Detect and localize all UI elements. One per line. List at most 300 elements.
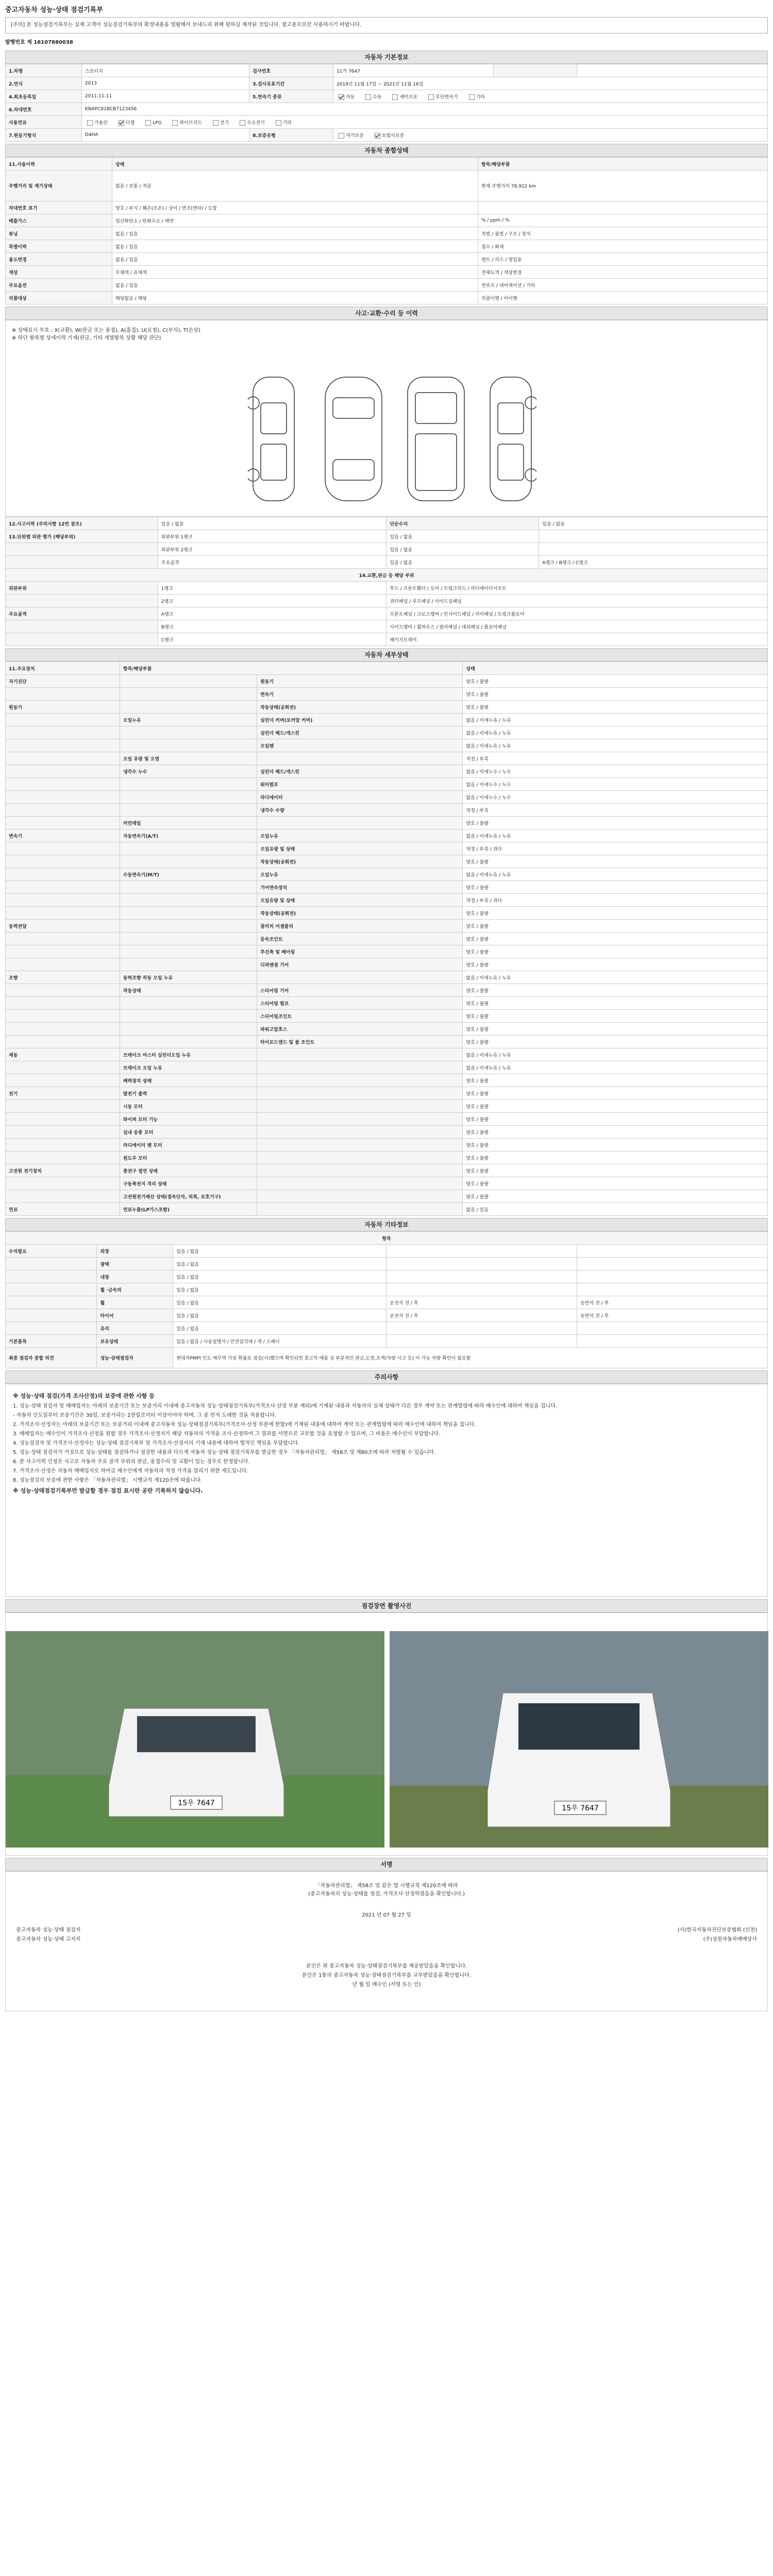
checkbox[interactable] [365, 94, 371, 100]
accident-label: 12.사고이력 (주의사항 12번 참조) [6, 517, 158, 530]
other-row [6, 1283, 768, 1296]
buyer-confirm [6, 1962, 767, 1990]
value-vin: KNAPC81BCB7123456 [81, 103, 767, 116]
value-first-reg: 2011-11-11 [81, 90, 249, 103]
car-rear-icon [390, 1631, 768, 1848]
other-right [577, 1322, 768, 1335]
checkbox[interactable] [240, 120, 245, 126]
checkbox[interactable] [119, 120, 124, 126]
detail-group [6, 778, 120, 791]
detail-row [6, 1023, 768, 1036]
detail-row [6, 817, 768, 829]
detail-item [257, 1190, 463, 1203]
detail-group [6, 868, 120, 881]
caution-item: 5. 성능·상태 점검자가 거짓으로 성능·상태를 점검하거나 점검한 내용과 다르게 자동차 성능·상태 점검기록부를 발급한 경우 「자동차관리법」 제58조 및 제80조에 따라 처벌될 수 있습니다. [13, 1450, 436, 1455]
other-group [6, 1309, 97, 1322]
value-plate: 11가 7647 [333, 64, 493, 77]
front-photo [6, 1631, 384, 1848]
detail-item [257, 1048, 463, 1061]
detail-sub: 수동변속기(M/T) [120, 868, 257, 881]
checkbox[interactable] [172, 120, 178, 126]
summary-label: 특별이력 [6, 240, 112, 253]
report-title: 중고자동차 성능·상태 점검기록부 [5, 6, 103, 14]
inspection-report [5, 4, 768, 2011]
other-group [6, 1283, 97, 1296]
detail-sub [120, 920, 257, 933]
summary-label: 용도변경 [6, 253, 112, 266]
detail-item: 워터펌프 [257, 778, 463, 791]
detail-state: 양호 / 불량 [463, 881, 768, 894]
other-group [6, 1258, 97, 1270]
caution-item: 4. 성능점검자 및 가격조사·산정자는 성능·상태 점검기록부 및 가격조사·산정서의 기재 내용에 대하여 법적인 책임을 부담합니다. [13, 1440, 300, 1446]
label-empty [493, 64, 577, 77]
detail-row [6, 958, 768, 971]
detail-row [6, 1126, 768, 1139]
detail-item: 작동상태(공회전) [257, 855, 463, 868]
caution-item: 6. 본 사고이력 인정은 사고로 자동차 주요 골격 부위의 판금, 용접수리 및 교환이 있는 경우로 한정합니다. [13, 1459, 250, 1465]
photo-area [5, 1613, 768, 1856]
detail-row [6, 1036, 768, 1048]
detail-state: 양호 / 불량 [463, 945, 768, 958]
detail-state: 양호 / 불량 [463, 1177, 768, 1190]
detail-state: 없음 / 미세누유 / 누유 [463, 726, 768, 739]
detail-row [6, 1177, 768, 1190]
car-outline-icon [248, 372, 536, 506]
detail-state: 없음 / 있음 [463, 1203, 768, 1216]
value-empty [577, 64, 768, 77]
detail-group [6, 1151, 120, 1164]
checkbox[interactable] [428, 94, 434, 100]
detail-header: 항목/해당부품 [120, 662, 463, 675]
detail-group: 연료 [6, 1203, 120, 1216]
accident-label [6, 543, 158, 556]
detail-item [257, 1100, 463, 1113]
accident-value: 외판부위 1랭크 [158, 530, 386, 543]
detail-item: 스티어링 기어 [257, 984, 463, 997]
other-state: 있음 / 없음 [173, 1309, 386, 1322]
inspector-label: 중고자동차 성능·상태 점검자 [16, 1927, 81, 1933]
legend-line: ※ 하단 항목별 상세이력 기재(판금, 기타 개별항목 상황 해당 판단) [12, 335, 161, 341]
basic-table [5, 64, 768, 142]
detail-sub: 충전구 절연 상태 [120, 1164, 257, 1177]
detail-state: 양호 / 불량 [463, 920, 768, 933]
detail-state: 없음 / 미세누유 / 누유 [463, 714, 768, 726]
checkbox[interactable] [469, 94, 475, 100]
caution-title: ※ 성능·상태 점검(가격 조사산정)의 보증에 관한 사항 등 [13, 1393, 155, 1399]
detail-group [6, 804, 120, 817]
detail-item: 실린더 헤드/개스킷 [257, 765, 463, 778]
other-left [386, 1335, 577, 1348]
detail-sub [120, 791, 257, 804]
detail-sub [120, 778, 257, 791]
other-row [6, 1258, 768, 1270]
sign-date: 2021 년 07 월 27 일 [362, 1912, 411, 1918]
detail-sub [120, 675, 257, 688]
sign-line: (중고자동차의 성능·상태를 점검, 가격조사·산정하였음을 확인합니다.) [308, 1891, 465, 1897]
other-item: 타이어 [97, 1309, 173, 1322]
other-state: 있음 / 없음 [173, 1270, 386, 1283]
other-left [386, 1245, 577, 1258]
other-item: 보유상태 [97, 1335, 173, 1348]
other-item: 외장 [97, 1245, 173, 1258]
detail-group: 동력전달 [6, 920, 120, 933]
summary-header: 항목/해당부품 [478, 158, 767, 171]
label-vin: 6.차대번호 [6, 103, 82, 116]
detail-state: 양호 / 불량 [463, 1074, 768, 1087]
detail-item [257, 1164, 463, 1177]
detail-item [257, 1139, 463, 1151]
detail-state: 없음 / 미세누유 / 누유 [463, 868, 768, 881]
plate-text: 15우 7647 [562, 1804, 599, 1812]
detail-state: 양호 / 불량 [463, 1087, 768, 1100]
summary-item: % / ppm / % [478, 214, 767, 227]
parts-rank: 2랭크 [158, 595, 386, 607]
detail-group [6, 1010, 120, 1023]
detail-row [6, 1010, 768, 1023]
detail-rows [6, 675, 768, 1216]
checkbox[interactable] [145, 120, 151, 126]
detail-group [6, 984, 120, 997]
summary-label: 차대번호 표기 [6, 201, 112, 214]
section-caution: 주의사항 [5, 1370, 768, 1384]
caution-item: - 자동차 인도일부터 보증기간은 30일, 보증거리는 2천킬로미터 이상이어야 하며, 그 중 먼저 도래한 것을 적용합니다. [13, 1413, 277, 1418]
detail-group: 고전원 전기장치 [6, 1164, 120, 1177]
detail-sub [120, 726, 257, 739]
detail-group [6, 1061, 120, 1074]
detail-group [6, 855, 120, 868]
caution-box [5, 1384, 768, 1597]
detail-row [6, 1074, 768, 1087]
detail-sub [120, 933, 257, 945]
detail-item: 타이로드엔드 및 볼 조인트 [257, 1036, 463, 1048]
checkbox[interactable] [213, 120, 219, 126]
other-group: 기본품목 [6, 1335, 97, 1348]
other-group [6, 1322, 97, 1335]
detail-row [6, 1100, 768, 1113]
detail-group [6, 752, 120, 765]
detail-state: 적정 / 부족 [463, 804, 768, 817]
detail-group: 자기진단 [6, 675, 120, 688]
detail-state: 적정 / 부족 / 과다 [463, 894, 768, 907]
detail-row [6, 1151, 768, 1164]
other-item: 휠 ·금속의 [97, 1283, 173, 1296]
detail-group [6, 1190, 120, 1203]
detail-row [6, 688, 768, 701]
detail-group: 조향 [6, 971, 120, 984]
notice-box: [주의] 본 성능점검기록부는 실제 고객이 성능점검기록부의 확정내용을 열람해서 보내드리 위해 원하실 제작된 것입니다. 참고용으로만 사용하시기 바랍니다. [5, 17, 768, 33]
detail-sub: 오일누유 [120, 714, 257, 726]
detail-item [257, 1087, 463, 1100]
detail-row [6, 1087, 768, 1100]
record-number: 발행번호 제 16107880038 [5, 40, 73, 45]
detail-sub: 브레이크 마스터 실린더오일 누유 [120, 1048, 257, 1061]
detail-group [6, 1023, 120, 1036]
detail-item: 냉각수 수량 [257, 804, 463, 817]
section-detail: 자동차 세부상태 [5, 648, 768, 662]
signature-box [5, 1871, 768, 2011]
other-table [5, 1231, 768, 1368]
detail-state: 양호 / 불량 [463, 1151, 768, 1164]
detail-state: 양호 / 불량 [463, 1036, 768, 1048]
detail-state: 양호 / 불량 [463, 958, 768, 971]
summary-item: 전체도색 / 색상변경 [478, 266, 767, 279]
other-row [6, 1296, 768, 1309]
accident-value: 있음 / 없음 [386, 556, 539, 569]
buyer-sign-line: 년 월 일 매수인 (서명 또는 인) [352, 1982, 421, 1988]
detail-item [257, 752, 463, 765]
detail-item: 원동기 [257, 675, 463, 688]
other-right [577, 1283, 768, 1296]
accident-value: 있음 / 없음 [158, 517, 386, 530]
detail-item [257, 1061, 463, 1074]
summary-item: 렌트 / 리스 / 영업용 [478, 253, 767, 266]
other-left [386, 1270, 577, 1283]
detail-group: 변속기 [6, 829, 120, 842]
summary-state: 많음 / 보통 / 적음 [112, 171, 478, 201]
accident-value [539, 543, 768, 556]
detail-sub: 고전원전기배선 상태(접속단자, 피복, 보호기구) [120, 1190, 257, 1203]
summary-state: 없음 / 있음 [112, 227, 478, 240]
detail-item [257, 1151, 463, 1164]
other-row [6, 1309, 768, 1322]
parts-rank: A랭크 [158, 607, 386, 620]
opinion-text: 현대차PMPI 인도 매무역 가상 확률로 점검(시)했으며 확인되면 중고차 매물 상 부분적인 판금,도장,조색(차량 사고 등) 이 가능 차량 확인이 필요함 [173, 1348, 768, 1368]
detail-sub [120, 945, 257, 958]
detail-item [257, 1113, 463, 1126]
section-basic: 자동차 기본정보 [5, 50, 768, 64]
summary-state: 무채색 / 유채색 [112, 266, 478, 279]
label-warranty: 8.보증유형 [249, 129, 333, 142]
other-left [386, 1258, 577, 1270]
detail-item: 오일누유 [257, 868, 463, 881]
other-item: 휠 [97, 1296, 173, 1309]
section-photos: 점검장면 촬영사진 [5, 1599, 768, 1613]
sign-line: 「자동차관리법」 제58조 및 같은 법 시행규칙 제120조에 따라 [315, 1883, 458, 1889]
sign-right [678, 1926, 757, 1944]
detail-group [6, 842, 120, 855]
detail-state: 양호 / 불량 [463, 817, 768, 829]
caution-item: 7. 가격조사·산정은 자동차 매매업자로 하여금 매수인에게 자동차의 적정 가격을 알리기 위한 제도입니다. [13, 1468, 248, 1474]
detail-group [6, 1177, 120, 1190]
value-car-name: 스포티지 [81, 64, 249, 77]
detail-group: 전기 [6, 1087, 120, 1100]
detail-sub [120, 881, 257, 894]
section-accident: 사고·교환·수리 등 이력 [5, 307, 768, 320]
fuel-options: 가솔린 디젤 LPG 하이브리드 전기 수소전기 기타 [81, 116, 767, 129]
detail-sub [120, 997, 257, 1010]
checkbox[interactable] [392, 94, 398, 100]
parts-rank: C랭크 [158, 633, 386, 646]
section-other: 자동차 기타정보 [5, 1218, 768, 1231]
checkbox[interactable] [375, 133, 380, 139]
detail-group [6, 765, 120, 778]
summary-label: 리콜대상 [6, 292, 112, 304]
label-plate: 검사번호 [249, 64, 333, 77]
label-transmission: 5.변속기 종류 [249, 90, 333, 103]
detail-row [6, 920, 768, 933]
caution-item: 1. 성능·상태 점검자 및 매매업자는 아래의 보증기간 또는 보증거리 이내에 중고자동차 성능·상태점검기록부(가격조사·산정 부분 제외)에 기재된 내용과 자동차의 실제 상태가 다른 경우 계약 또는 관계법령에 따라 매수인에 대하여 책임을 집니다. [13, 1403, 558, 1409]
parts-rank: B랭크 [158, 620, 386, 633]
parts-group [6, 595, 158, 607]
detail-sub [120, 804, 257, 817]
detail-item: 클러치 어셈블리 [257, 920, 463, 933]
detail-item: 오일유량 및 상태 [257, 842, 463, 855]
detail-group [6, 1113, 120, 1126]
accident-table [5, 517, 768, 646]
parts-title: 14.교환,판금 등 해당 부위 [6, 569, 768, 582]
checkbox[interactable] [276, 120, 281, 126]
detail-item [257, 1177, 463, 1190]
accident-label [6, 556, 158, 569]
other-state: 있음 / 없음 [173, 1245, 386, 1258]
detail-group [6, 817, 120, 829]
plate-text: 15우 7647 [178, 1799, 215, 1807]
detail-group [6, 907, 120, 920]
car-diagram [5, 320, 768, 517]
other-item: 내장 [97, 1270, 173, 1283]
label-engine: 7.원동기형식 [6, 129, 82, 142]
other-right [577, 1258, 768, 1270]
detail-item: 스티어링 펌프 [257, 997, 463, 1010]
accident-value: 있음 / 없음 [539, 517, 768, 530]
buyer-line: 본인은 1통의 중고자동차 성능·상태점검기록부를 교부받았음을 확인합니다. [301, 1973, 472, 1978]
detail-item: 추진축 및 베어링 [257, 945, 463, 958]
parts-rank: 1랭크 [158, 582, 386, 595]
other-state: 있음 / 없음 [173, 1296, 386, 1309]
other-rows [6, 1245, 768, 1348]
detail-item: 작동상태(공회전) [257, 907, 463, 920]
checkbox[interactable] [339, 133, 344, 139]
other-item: 광택 [97, 1258, 173, 1270]
value-validity: 2019년 11월 17일 ~ 2021년 11월 16일 [333, 77, 767, 90]
legend-line: ※ 상태표시 부호 : X(교환), W(판금 또는 용접), A(흠집), U(요철), C(부식), T(손상) [12, 328, 200, 333]
detail-state: 양호 / 불량 [463, 984, 768, 997]
detail-row [6, 739, 768, 752]
detail-item: 디퍼렌셜 기어 [257, 958, 463, 971]
detail-state: 없음 / 미세누유 / 누유 [463, 971, 768, 984]
detail-row [6, 1164, 768, 1177]
detail-state: 없음 / 미세누유 / 누유 [463, 739, 768, 752]
caution-title: ※ 성능·상태점검기록부만 발급할 경우 점검 표시란 공란 기록하지 않습니다. [13, 1487, 203, 1494]
label-first-reg: 4.최초등록일 [6, 90, 82, 103]
other-left: 운전석 전 / 후 [386, 1296, 577, 1309]
parts-list: 쿼터패널 / 루프패널 / 사이드실패널 [386, 595, 768, 607]
detail-item: 오일유량 및 상태 [257, 894, 463, 907]
checkbox[interactable] [87, 120, 93, 126]
accident-value: 주요골격 [158, 556, 386, 569]
detail-row [6, 701, 768, 714]
other-state: 있음 / 없음 / 사용설명서 / 안전삼각대 / 잭 / 스패너 [173, 1335, 386, 1348]
detail-row [6, 907, 768, 920]
accident-value: 외판부위 2랭크 [158, 543, 386, 556]
accident-value [539, 530, 768, 543]
detail-group [6, 1036, 120, 1048]
other-right [577, 1335, 768, 1348]
detail-row [6, 881, 768, 894]
detail-sub: 배력장치 상태 [120, 1074, 257, 1087]
detail-row [6, 997, 768, 1010]
other-header: 항목 [6, 1232, 768, 1245]
buyer-line: 본인은 위 중고자동차 성능·상태점검기록부를 제공받았음을 확인합니다. [306, 1963, 467, 1969]
detail-state: 적정 / 부족 [463, 752, 768, 765]
label-fuel: 사용연료 [6, 116, 82, 129]
accident-label: 13.단위별 외관 평가 (해당부위) [6, 530, 158, 543]
accident-value: A랭크 / B랭크 / C랭크 [539, 556, 768, 569]
parts-list: 패키지트레이 [386, 633, 768, 646]
other-group [6, 1270, 97, 1283]
detail-row [6, 842, 768, 855]
detail-row [6, 752, 768, 765]
detail-state: 없음 / 미세누수 / 누수 [463, 765, 768, 778]
detail-item: 라디에이터 [257, 791, 463, 804]
detail-group [6, 894, 120, 907]
warranty-options: 자가보증 보험사보증 [333, 129, 767, 142]
detail-item: 스티어링조인트 [257, 1010, 463, 1023]
detail-group: 원동기 [6, 701, 120, 714]
detail-row [6, 765, 768, 778]
detail-item: 등속조인트 [257, 933, 463, 945]
accident-label: 단순수리 [386, 517, 539, 530]
accident-value: 있음 / 없음 [386, 543, 539, 556]
detail-sub: 동력조향 작동 오일 누유 [120, 971, 257, 984]
summary-label: 튜닝 [6, 227, 112, 240]
detail-state: 적정 / 부족 / 과다 [463, 842, 768, 855]
detail-header: 11.주요장치 [6, 662, 120, 675]
detail-row [6, 1061, 768, 1074]
summary-header: 상태 [112, 158, 478, 171]
other-row [6, 1335, 768, 1348]
detail-item: 실린더 커버(로커암 커버) [257, 714, 463, 726]
sign-left [16, 1926, 80, 1944]
summary-label: 색상 [6, 266, 112, 279]
detail-group [6, 726, 120, 739]
detail-row [6, 933, 768, 945]
detail-sub: 브레이크 오일 누유 [120, 1061, 257, 1074]
car-front-icon [6, 1631, 384, 1848]
rear-photo [390, 1631, 768, 1848]
detail-group [6, 714, 120, 726]
summary-item: 리콜이행 / 미이행 [478, 292, 767, 304]
detail-item [257, 1074, 463, 1087]
detail-item: 변속기 [257, 688, 463, 701]
detail-sub: 연료누출(LP가스포함) [120, 1203, 257, 1216]
detail-row [6, 726, 768, 739]
label-car-name: 1.차명 [6, 64, 82, 77]
detail-state: 없음 / 미세누유 / 누유 [463, 829, 768, 842]
other-state: 있음 / 없음 [173, 1283, 386, 1296]
detail-sub [120, 701, 257, 714]
detail-sub: 오일 유량 및 오염 [120, 752, 257, 765]
other-right [577, 1245, 768, 1258]
detail-state: 양호 / 불량 [463, 1164, 768, 1177]
label-year: 2.연식 [6, 77, 82, 90]
summary-state: 없음 / 있음 [112, 240, 478, 253]
detail-sub [120, 907, 257, 920]
parts-group: 외판부위 [6, 582, 158, 595]
transmission-options: 자동 수동 세미오토 무단변속기 기타 [333, 90, 767, 103]
detail-sub [120, 855, 257, 868]
detail-row [6, 714, 768, 726]
detail-sub: 자동변속기(A/T) [120, 829, 257, 842]
other-state: 있음 / 없음 [173, 1322, 386, 1335]
parts-list: 프론트패널 / 크로스멤버 / 인사이드패널 / 리어패널 / 트렁크플로어 [386, 607, 768, 620]
other-row [6, 1245, 768, 1258]
detail-item [257, 1126, 463, 1139]
detail-group [6, 1074, 120, 1087]
detail-header: 상태 [463, 662, 768, 675]
detail-sub: 작동상태 [120, 984, 257, 997]
checkbox[interactable] [339, 94, 344, 100]
